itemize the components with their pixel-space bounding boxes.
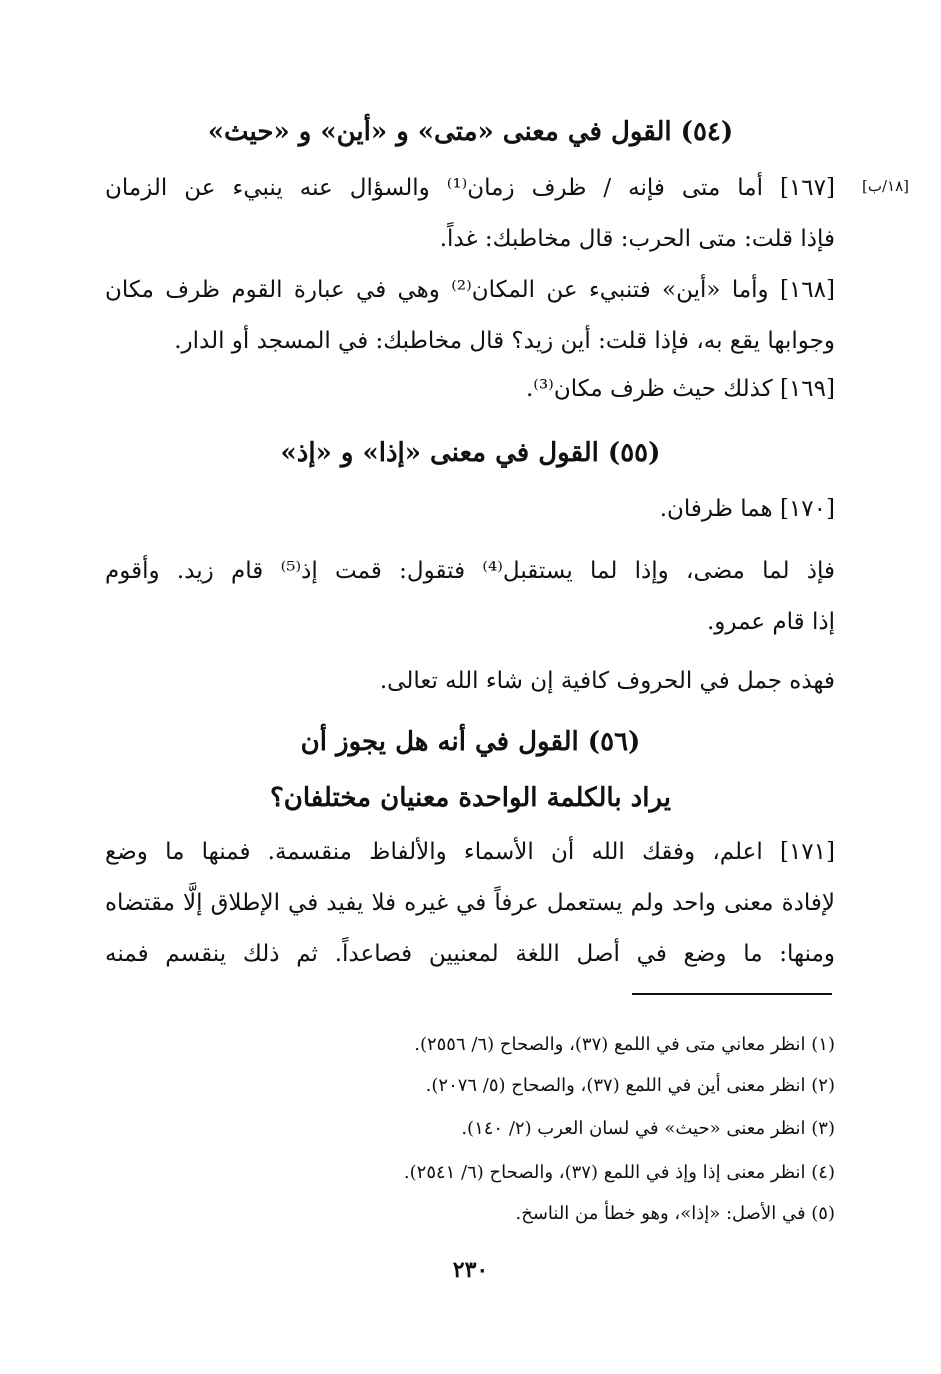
paragraph-167-line-1: [١٦٧] أما متى فإنه / ظرف زمان⁽¹⁾ والسؤال عنه ينبيء عن الزمان xyxy=(105,175,835,201)
footnote-5: (٥) في الأصل: «إذا»، وهو خطأ من الناسخ. xyxy=(515,1203,835,1224)
closing-sentence: فهذه جمل في الحروف كافية إن شاء الله تعالى. xyxy=(379,668,835,694)
paragraph-171-line-2: لإفادة معنى واحد ولم يستعمل عرفاً في غيره فلا يفيد في الإطلاق إلَّا مقتضاه xyxy=(105,890,835,916)
paragraph-170: [١٧٠] هما ظرفان. xyxy=(659,496,835,522)
section-56-heading-line-1: (٥٦) القول في أنه هل يجوز أن xyxy=(300,727,641,757)
page-number: ٢٣٠ xyxy=(452,1257,489,1283)
paragraph-169: [١٦٩] كذلك حيث ظرف مكان⁽³⁾. xyxy=(525,376,835,402)
section-54-heading: (٥٤) القول في معنى «متى» و «أين» و «حيث» xyxy=(207,117,734,147)
paragraph-168-line-2: وجوابها يقع به، فإذا قلت: أين زيد؟ قال مخاطبك: في المسجد أو الدار. xyxy=(174,328,835,354)
folio-margin-note: [١٨/ب] xyxy=(861,177,909,195)
paragraph-171-line-1: [١٧١] اعلم، وفقك الله أن الأسماء والألفاظ منقسمة. فمنها ما وضع xyxy=(105,839,835,865)
footnote-separator xyxy=(632,993,832,995)
footnote-2: (٢) انظر معنى أين في اللمع (٣٧)، والصحاح (٥/ ٢٠٧٦). xyxy=(425,1075,835,1096)
paragraph-170-line-2: فإذ لما مضى، وإذا لما يستقبل⁽⁴⁾ فتقول: قمت إذ⁽⁵⁾ قام زيد. وأقوم xyxy=(105,558,835,584)
paragraph-171-line-3: ومنها: ما وضع في أصل اللغة لمعنيين فصاعداً. ثم ذلك ينقسم فمنه xyxy=(105,941,835,967)
section-55-heading: (٥٥) القول في معنى «إذا» و «إذ» xyxy=(280,438,661,468)
section-56-heading-line-2: يراد بالكلمة الواحدة معنيان مختلفان؟ xyxy=(269,783,672,813)
footnote-4: (٤) انظر معنى إذا وإذ في اللمع (٣٧)، والصحاح (٦/ ٢٥٤١). xyxy=(403,1162,835,1183)
paragraph-167-line-2: فإذا قلت: متى الحرب: قال مخاطبك: غداً. xyxy=(439,226,835,252)
paragraph-170-line-3: إذا قام عمرو. xyxy=(706,609,835,635)
footnote-1: (١) انظر معاني متى في اللمع (٣٧)، والصحاح (٦/ ٢٥٥٦). xyxy=(414,1034,835,1055)
footnote-3: (٣) انظر معنى «حيث» في لسان العرب (٢/ ١٤٠). xyxy=(461,1118,835,1139)
paragraph-168-line-1: [١٦٨] وأما «أين» فتنبيء عن المكان⁽²⁾ وهي في عبارة القوم ظرف مكان xyxy=(105,277,835,303)
